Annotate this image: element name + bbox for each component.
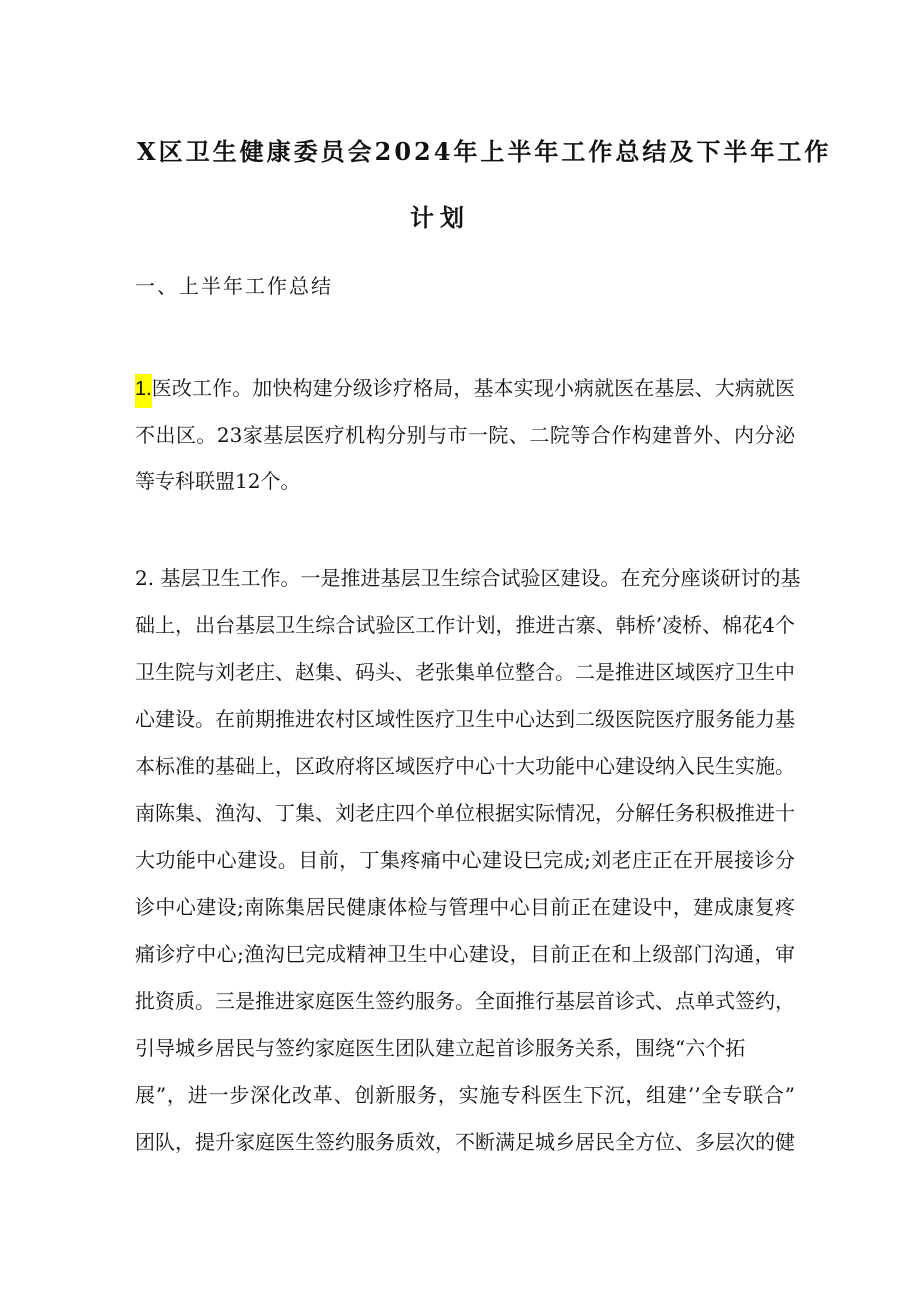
paragraph2-line-5: 本标准的基础上，区政府将区域医疗中心十大功能中心建设纳入民生实施。 (135, 754, 795, 778)
paragraph2-line-2: 础上，出台基层卫生综合试验区工作计划，推进古寨、韩桥’凌桥、棉花4个 (135, 613, 795, 637)
paragraph2-line-6: 南陈集、渔沟、丁集、刘老庄四个单位根据实际情况，分解任务积极推进十 (135, 801, 795, 825)
highlighted-number: 1. (135, 374, 152, 408)
paragraph1-line-1-text: 医改工作。加快构建分级诊疗格局，基本实现小病就医在基层、大病就医 (151, 376, 795, 400)
paragraph2-line-4: 心建设。在前期推进农村区域性医疗卫生中心达到二级医院医疗服务能力基 (135, 707, 795, 731)
paragraph2-line-9: 痛诊疗中心;渔沟巳完成精神卫生中心建设，目前正在和上级部门沟通，审 (135, 942, 795, 966)
paragraph2-line-10: 批资质。三是推进家庭医生签约服务。全面推行基层首诊式、点单式签约， (135, 989, 795, 1013)
paragraph2-line-13: 团队，提升家庭医生签约服务质效，不断满足城乡居民全方位、多层次的健 (135, 1130, 795, 1154)
document-title-line-1: X区卫生健康委员会2024年上半年工作总结及下半年工作 (137, 137, 832, 166)
paragraph2-line-11: 引导城乡居民与签约家庭医生团队建立起首诊服务关系，围绕“六个拓 (135, 1036, 746, 1060)
paragraph2-line-3: 卫生院与刘老庄、赵集、码头、老张集单位整合。二是推进区域医疗卫生中 (135, 660, 795, 684)
paragraph2-line-1: 2. 基层卫生工作。一是推进基层卫生综合试验区建设。在充分座谈研讨的基 (135, 566, 801, 590)
paragraph2-line-7: 大功能中心建设。目前，丁集疼痛中心建设巳完成;刘老庄正在开展接诊分 (135, 848, 795, 872)
paragraph2-line-12: 展”，进一步深化改革、创新服务，实施专科医生下沉，组建’’全专联合” (135, 1083, 795, 1107)
paragraph2-line-8: 诊中心建设;南陈集居民健康体检与管理中心目前正在建设中，建成康复疼 (135, 895, 795, 919)
document-title-line-2: 计划 (410, 203, 470, 232)
paragraph1-line-2: 不出区。23家基层医疗机构分别与市一院、二院等合作构建普外、内分泌 (135, 423, 795, 447)
paragraph1-line-1 (135, 373, 795, 403)
section-heading: 一、上半年工作总结 (135, 274, 333, 298)
paragraph1-line-3: 等专科联盟12个。 (135, 469, 301, 493)
